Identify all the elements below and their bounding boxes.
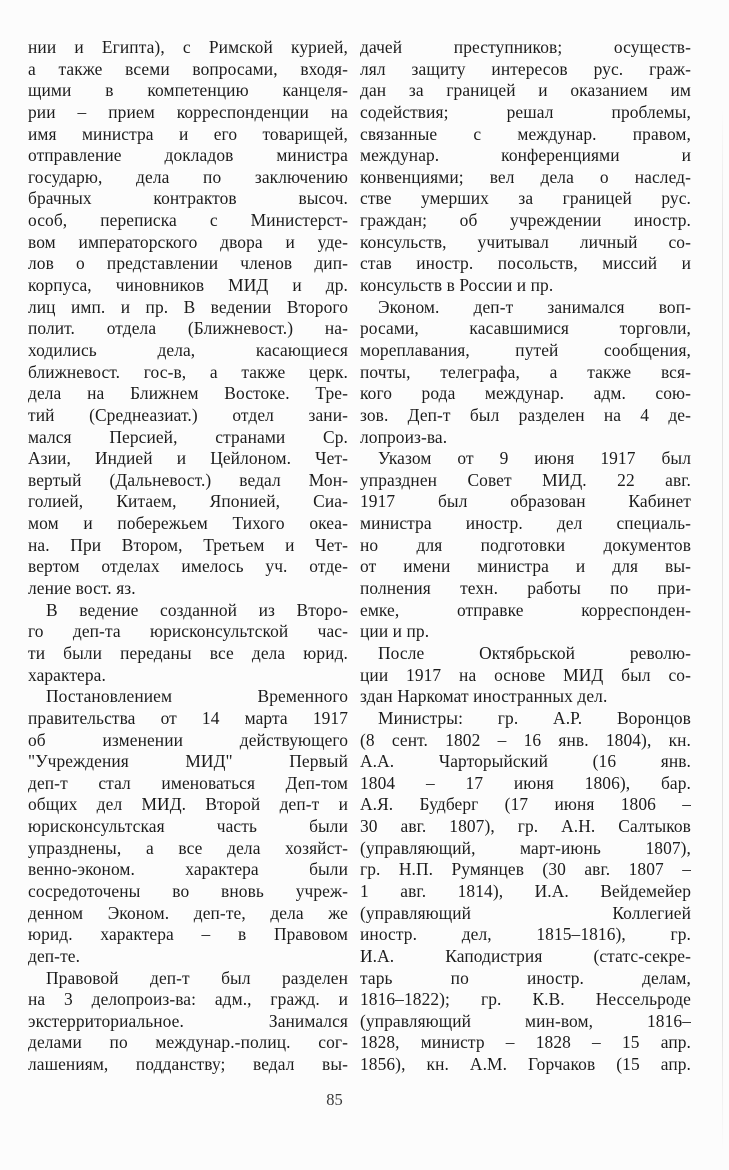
page-edge-shadow [722,108,724,1152]
text-line: го деп-та юрисконсультской час- [28,621,348,642]
text-line: вом императорского двора и уде- [28,231,348,252]
text-line: 1 авг. 1814), И.А. Вейдемейер [360,880,691,901]
text-line: щими в компетенцию канцеля- [28,80,348,101]
text-line: имя министра и его товарищей, [28,123,348,144]
text-line: сосредоточены во вновь учреж- [28,880,348,901]
text-line: дачей преступников; осуществ- [360,37,691,57]
text-line: дела на Ближнем Востоке. Тре- [28,383,348,404]
text-line: После Октябрьской револю- [378,642,691,663]
text-line: ближневост. гос-в, а также церк. [28,361,348,382]
text-line: ление вост. яз. [28,578,136,599]
text-line: И.А. Каподистрия (статс-секре- [360,945,691,966]
text-line: юрисконсультская часть были [28,816,348,837]
text-line: деп-т стал именоваться Деп-том [28,772,348,793]
text-line: иностр. дел, 1815–1816), гр. [360,924,691,945]
text-line: (управляющий, март-июнь 1807), [360,837,691,858]
text-line: 1828, министр – 1828 – 15 апр. [360,1032,691,1053]
text-line: (8 сент. 1802 – 16 янв. 1804), кн. [360,729,691,750]
text-line: ходились дела, касающиеся [28,339,348,360]
text-line: А.А. Чарторыйский (16 янв. [360,751,691,772]
text-line: 1917 был образован Кабинет [360,491,691,512]
text-line: полит. отдела (Ближневост.) на- [28,318,348,339]
text-line: деп-те. [28,945,81,966]
text-line: лов о представлении членов дип- [28,253,348,274]
text-line: об изменении действующего [28,729,348,750]
text-line: граждан; об учреждении иностр. [360,210,691,231]
text-line: лашениям, подданству; ведал вы- [28,1054,348,1075]
text-line: венно-эконом. характера были [28,859,348,880]
text-line: от имени министра и для вы- [360,556,691,577]
text-line: мом и побережьем Тихого океа- [28,513,348,534]
text-line: упразднены, а все дела хозяйст- [28,837,348,858]
text-line: характера. [28,664,106,685]
text-line: юрид. характера – в Правовом [28,924,348,945]
text-line: (управляющий мин-вом, 1816– [360,1010,691,1031]
text-line: 1804 – 17 июня 1806), бар. [360,772,691,793]
text-line: правительства от 14 марта 1917 [28,707,348,728]
text-block [28,37,691,1076]
text-line: тий (Среднеазиат.) отдел зани- [28,404,348,425]
text-line: междунар. конференциями и [360,145,691,166]
text-line: зов. Деп-т был разделен на 4 де- [360,404,691,425]
text-line: нии и Египта), с Римской курией, [28,37,348,57]
text-line: почты, телеграфа, а также вся- [360,361,691,382]
text-line: консульств в России и пр. [360,275,554,296]
text-line: отправление докладов министра [28,145,348,166]
text-line: но для подготовки документов [360,534,691,555]
text-line: министра иностр. дел специаль- [360,513,691,534]
text-line: 1856), кн. А.М. Горчаков (15 апр. [360,1054,691,1075]
text-line: 30 авг. 1807), гр. А.Н. Салтыков [360,816,691,837]
text-line: вертый (Дальневост.) ведал Мон- [28,469,348,490]
page-number: 85 [326,1090,343,1109]
text-line: корпуса, чиновников МИД и др. [28,275,348,296]
text-line: емке, отправке корреспонден- [360,599,691,620]
text-line: лиц имп. и пр. В ведении Второго [28,296,348,317]
text-line: делами по междунар.-полиц. сог- [28,1032,348,1053]
text-line: Министры: гр. А.Р. Воронцов [378,707,691,728]
text-line: мореплавания, путей сообщения, [360,339,691,360]
text-line: рии – прием корреспонденции на [28,101,348,122]
text-line: лопроиз-ва. [360,426,448,447]
text-line: содействия; решал проблемы, [360,101,691,122]
text-line: В ведение созданной из Второ- [46,599,348,620]
column-left [28,37,348,1076]
text-line: полнения техн. работы по при- [360,578,691,599]
text-line: росами, касавшимися торговли, [360,318,691,339]
text-line: связанные с междунар. правом, [360,123,691,144]
text-line: консульств, учитывал личный со- [360,231,691,252]
text-line: вертом отделах имелось уч. отде- [28,556,348,577]
text-line: экстерриториальное. Занимался [28,1010,348,1031]
text-line: Эконом. деп-т занимался воп- [378,296,691,317]
text-line: денном Эконом. деп-те, дела же [28,902,348,923]
text-line: государю, дела по заключению [28,166,348,187]
text-line: на 3 делопроиз-ва: адм., гражд. и [28,989,348,1010]
text-line: упразднен Совет МИД. 22 авг. [360,469,691,490]
text-line: кого рода междунар. адм. сою- [360,383,691,404]
text-line: брачных контрактов высоч. [28,188,348,209]
text-line: мался Персией, странами Ср. [28,426,348,447]
text-line: гр. Н.П. Румянцев (30 авг. 1807 – [360,859,691,880]
text-line: дан за границей и оказанием им [360,80,691,101]
text-line: Постановлением Временного [46,686,348,707]
text-line: ции и пр. [360,621,430,642]
column-right [360,37,691,1076]
text-line: на. При Втором, Третьем и Чет- [28,534,348,555]
text-line: ти были переданы все дела юрид. [28,642,348,663]
text-line: особ, переписка с Министерст- [28,210,348,231]
text-line: а также всеми вопросами, входя- [28,58,348,79]
text-line: тарь по иностр. делам, [360,967,691,988]
text-line: 1816–1822); гр. К.В. Нессельроде [360,989,691,1010]
text-line: голией, Китаем, Японией, Сиа- [28,491,348,512]
text-line: Азии, Индией и Цейлоном. Чет- [28,448,348,469]
text-line: ции 1917 на основе МИД был со- [360,664,691,685]
text-line: (управляющий Коллегией [360,902,691,923]
text-line: "Учреждения МИД" Первый [28,751,348,772]
text-line: став иностр. посольств, миссий и [360,253,691,274]
text-line: здан Наркомат иностранных дел. [360,686,608,707]
text-line: Указом от 9 июня 1917 был [378,448,691,469]
text-line: лял защиту интересов рус. граж- [360,58,691,79]
text-line: стве умерших за границей рус. [360,188,691,209]
text-line: Правовой деп-т был разделен [46,967,348,988]
text-line: общих дел МИД. Второй деп-т и [28,794,348,815]
text-line: конвенциями; вел дела о наслед- [360,166,691,187]
text-line: А.Я. Будберг (17 июня 1806 – [360,794,691,815]
